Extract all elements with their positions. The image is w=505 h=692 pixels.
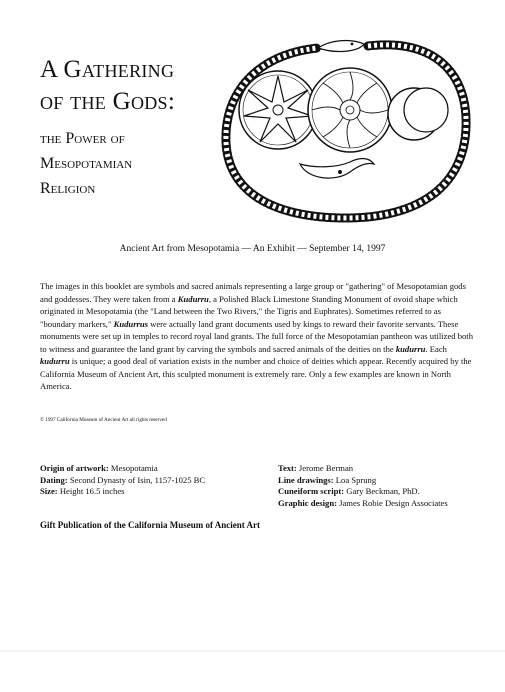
artwork-details: [40, 463, 205, 498]
credit-row: [278, 463, 448, 475]
credit-row: [278, 498, 448, 510]
artwork-detail-value: Second Dynasty of Isin, 1157-1025 BC: [67, 474, 206, 485]
credit-label: Line drawings:: [278, 474, 334, 485]
credit-label: Cuneiform script:: [278, 486, 345, 497]
artwork-detail-label: Origin of artwork:: [40, 463, 109, 473]
credit-row: [278, 475, 448, 487]
intro-paragraph: The images in this booklet are symbols and sacred animals representing a large group or "gathering" of Mesopotamian gods and goddesses. They were taken from a Kudurru, a Polished Black Limestone Standing Monument of ovoid shape which originated in Mesopotamia (the "Land between the Two Rivers," the Tigris and Euphrates). Sometimes referred to as "boundary markers," Kudurrus were actually land grant documents used by kings to reward their favorite servants. These monuments were set up in temples to record royal land grants. The full force of the Mesopotamian pantheon was utilized both to witness and guarantee the land grant by carving the symbols and sacred animals of the deities on the kudurru. Each kudurru is unique; a good deal of variation exists in the number and choice of deities which appear. Recently acquired by the California Museum of Ancient Art, this sculpted monument is extremely rare. Only a few examples are known in North America.: [40, 281, 473, 391]
booklet-title: [40, 54, 230, 118]
exhibit-line: Ancient Art from Mesopotamia — An Exhibit — September 14, 1997: [119, 244, 386, 254]
artwork-detail-value: Mesopotamia: [108, 463, 158, 473]
credit-value: Loa Sprung: [333, 474, 377, 485]
subtitle-line-1: the Power of: [40, 130, 125, 147]
credit-value: Jerome Berman: [296, 463, 354, 473]
artwork-detail-label: Dating:: [40, 474, 68, 485]
scan-line: [0, 650, 505, 652]
lamp-icon: [300, 159, 374, 179]
credit-row: [278, 486, 448, 498]
serpent-head-icon: [318, 41, 364, 52]
title-line-2: of the Gods:: [40, 88, 176, 115]
sun-disc-icon: [308, 68, 392, 152]
credit-value: James Robie Design Associates: [336, 497, 448, 508]
credit-label: Text:: [278, 463, 297, 473]
production-credits: [278, 463, 448, 509]
artwork-detail-row: [40, 475, 205, 487]
title-line-1: A Gathering: [40, 56, 175, 83]
artwork-detail-row: [40, 463, 205, 475]
artwork-detail-value: Height 16.5 inches: [57, 486, 125, 497]
artwork-detail-label: Size:: [40, 486, 58, 497]
gift-publication-line: Gift Publication of the California Museum of Ancient Art: [40, 520, 260, 530]
credit-value: Gary Beckman, PhD.: [344, 486, 420, 497]
artwork-detail-row: [40, 486, 205, 498]
subtitle-line-2: Mesopotamian: [40, 155, 133, 172]
booklet-subtitle: [40, 126, 240, 201]
credit-label: Graphic design:: [278, 497, 337, 508]
star-disc-icon: [239, 71, 317, 149]
subtitle-line-3: Religion: [40, 180, 96, 197]
crescent-moon-icon: [388, 88, 448, 140]
serpent-symbols-illustration: [218, 32, 476, 228]
copyright-notice: © 1997 California Museum of Ancient Art all rights reserved: [40, 417, 167, 423]
